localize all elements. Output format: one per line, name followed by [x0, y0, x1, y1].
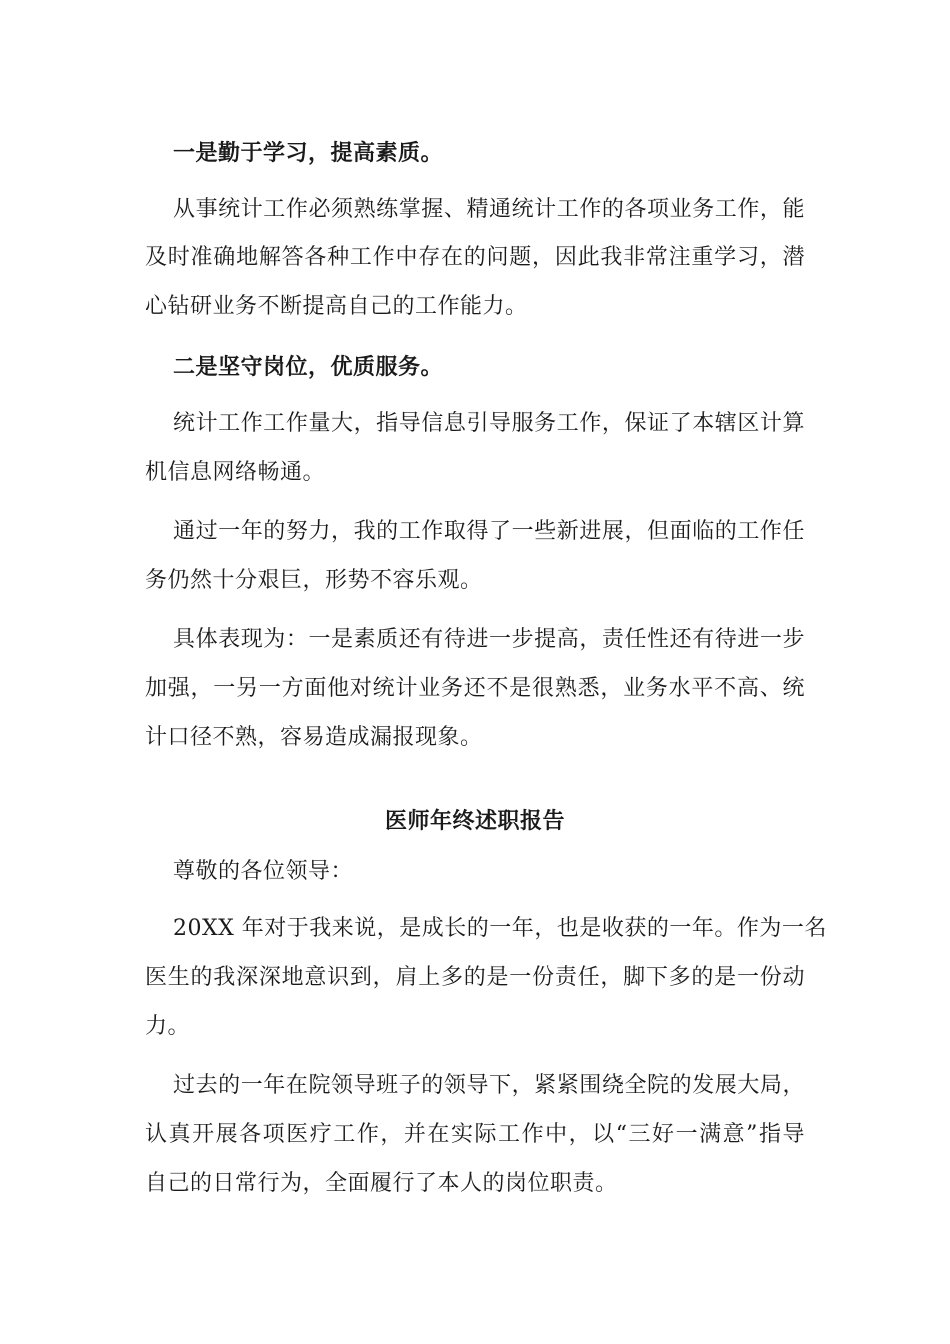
paragraph-line: 机信息网络畅通。 — [145, 460, 326, 485]
paragraph-line: 通过一年的努力，我的工作取得了一些新进展，但面临的工作任 — [173, 519, 805, 544]
paragraph-line: 力。 — [145, 1014, 191, 1039]
paragraph-line: 计口径不熟，容易造成漏报现象。 — [145, 725, 483, 750]
paragraph-line: 加强，一另一方面他对统计业务还不是很熟悉，业务水平不高、统 — [145, 676, 805, 701]
salutation: 尊敬的各位领导： — [173, 859, 354, 884]
document-title: 医师年终述职报告 — [384, 808, 565, 834]
paragraph-line: 及时准确地解答各种工作中存在的问题，因此我非常注重学习，潜 — [145, 245, 805, 270]
heading-study: 一是勤于学习，提高素质。 — [173, 140, 444, 166]
paragraph-line: 统计工作工作量大，指导信息引导服务工作，保证了本辖区计算 — [173, 411, 805, 436]
heading-service: 二是坚守岗位，优质服务。 — [173, 354, 444, 380]
paragraph-line: 认真开展各项医疗工作，并在实际工作中，以“三好一满意”指导 — [145, 1122, 805, 1147]
paragraph-line: 从事统计工作必须熟练掌握、精通统计工作的各项业务工作，能 — [173, 197, 805, 222]
paragraph-line: 心钻研业务不断提高自己的工作能力。 — [145, 294, 528, 319]
paragraph-line: 过去的一年在院领导班子的领导下，紧紧围绕全院的发展大局， — [173, 1073, 805, 1098]
paragraph-line: 具体表现为：一是素质还有待进一步提高，责任性还有待进一步 — [173, 627, 805, 652]
paragraph-line: 医生的我深深地意识到，肩上多的是一份责任，脚下多的是一份动 — [145, 965, 805, 990]
paragraph-line: 20XX 年对于我来说，是成长的一年，也是收获的一年。作为一名 — [173, 916, 827, 941]
paragraph-line: 务仍然十分艰巨，形势不容乐观。 — [145, 568, 483, 593]
paragraph-line: 自己的日常行为，全面履行了本人的岗位职责。 — [145, 1171, 618, 1196]
